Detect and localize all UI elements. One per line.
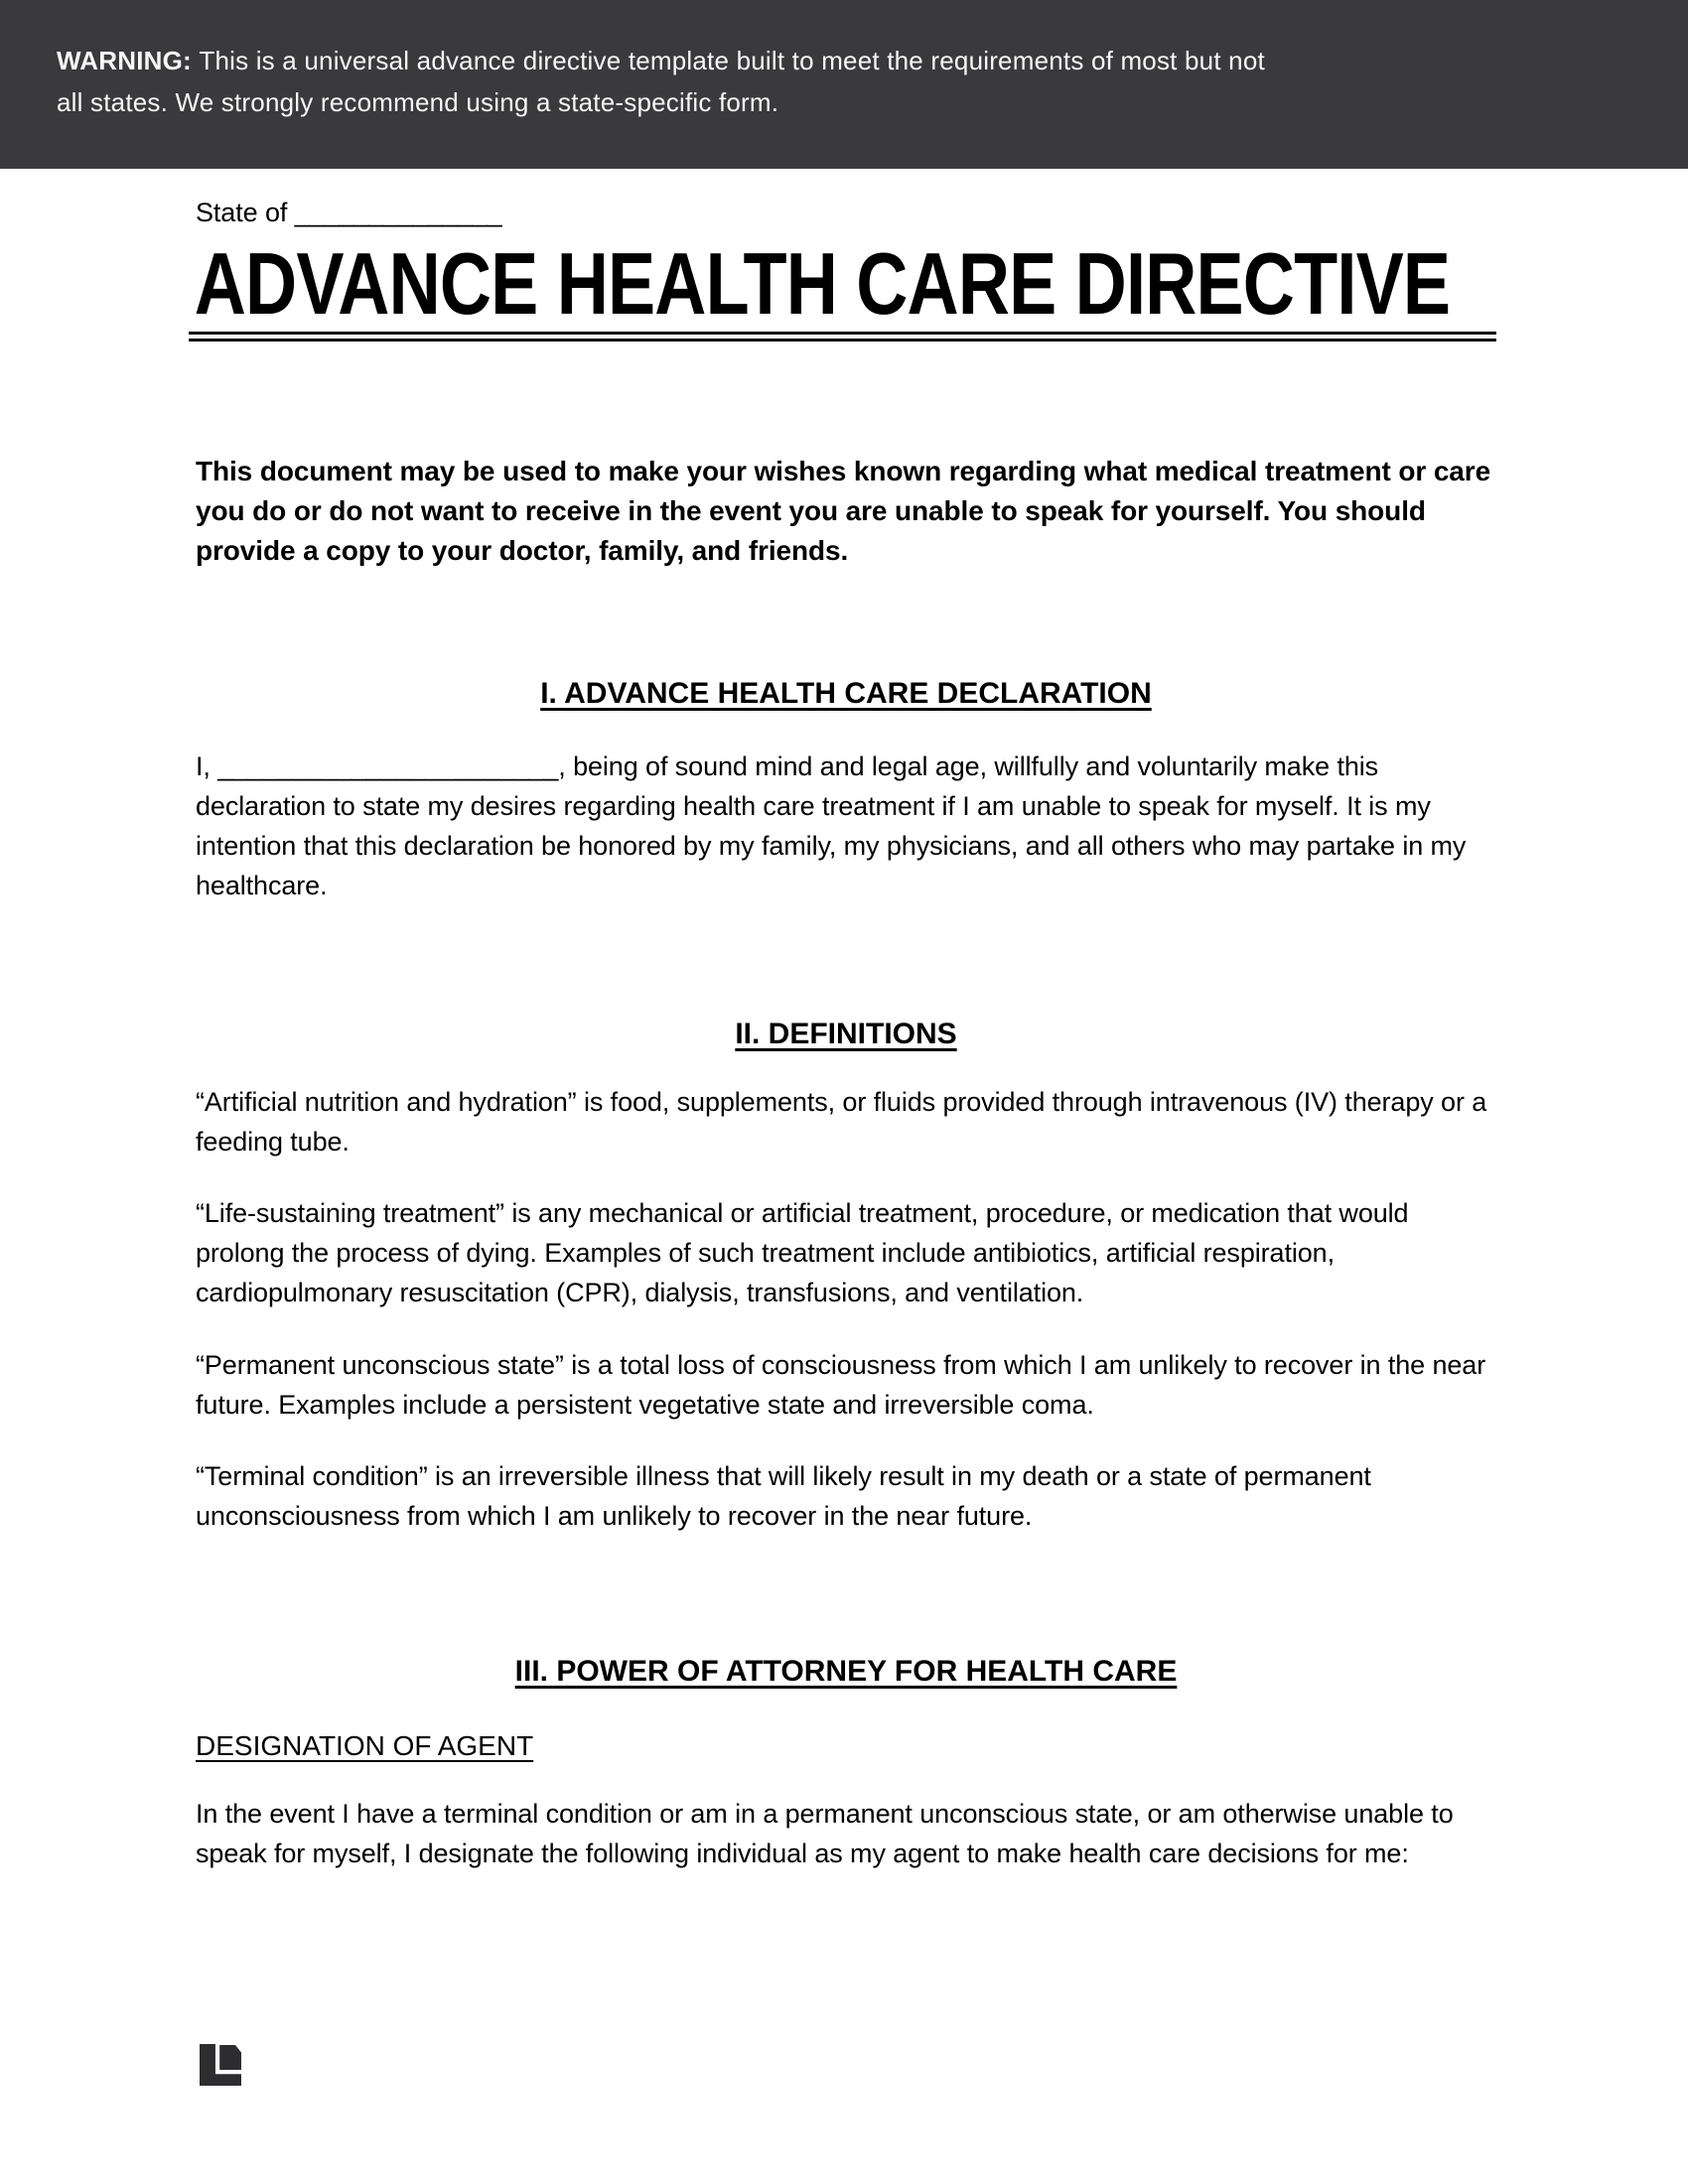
state-of-blank: ______________	[294, 198, 502, 227]
section-3-heading: III. POWER OF ATTORNEY FOR HEALTH CARE	[514, 1655, 1178, 1688]
warning-text	[57, 40, 1350, 123]
warning-line-1-text: This is a universal advance directive template built to meet the requirements of most but not	[199, 46, 1265, 75]
section-1-heading: I. ADVANCE HEALTH CARE DECLARATION	[540, 677, 1152, 710]
definition-life-sustaining: “Life-sustaining treatment” is any mechanical or artificial treatment, procedure, or medication that would prolong the process of dying. Examples of such treatment include antibiotics, artificial respiration, cardiopulmonary resuscitation (CPR), dialysis, transfusions, and ventilation.	[196, 1198, 1409, 1307]
state-of-label: State of	[196, 198, 288, 227]
declaration-paragraph: I, _______________________, being of sound mind and legal age, willfully and voluntarily make this declaration to state my desires regarding health care treatment if I am unable to speak for myself. It is my intention that this declaration be honored by my family, my physicians, and all others who may partake in my healthcare.	[196, 751, 1467, 900]
title-block	[189, 234, 1496, 341]
definition-terminal-condition: “Terminal condition” is an irreversible illness that will likely result in my death or a state of permanent unconsciousness from which I am unlikely to recover in the near future.	[196, 1461, 1371, 1531]
agent-designation-paragraph: In the event I have a terminal condition or am in a permanent unconscious state, or am otherwise unable to speak for myself, I designate the following individual as my agent to make health care decisions for me:	[196, 1799, 1454, 1868]
state-of-line	[196, 193, 1496, 232]
legal-templates-logo-icon	[200, 2044, 241, 2086]
warning-line-2: all states. We strongly recommend using a state-specific form.	[57, 87, 779, 117]
definition-artificial-nutrition: “Artificial nutrition and hydration” is food, supplements, or fluids provided through intravenous (IV) therapy or a feeding tube.	[196, 1087, 1487, 1157]
intro-paragraph: This document may be used to make your wishes known regarding what medical treatment or care you do or do not want to receive in the event you are unable to speak for yourself. You should provide a copy to your doctor, family, and friends.	[196, 456, 1491, 566]
definition-permanent-unconscious: “Permanent unconscious state” is a total loss of consciousness from which I am unlikely to recover in the near future. Examples include a persistent vegetative state and irreversible coma.	[196, 1350, 1486, 1420]
warning-line-1	[57, 40, 1350, 81]
section-2-heading: II. DEFINITIONS	[735, 1018, 957, 1050]
warning-banner	[0, 0, 1688, 169]
warning-label: WARNING:	[57, 46, 192, 75]
page-title: ADVANCE HEALTH CARE DIRECTIVE	[194, 234, 1451, 333]
designation-of-agent-subheading: DESIGNATION OF AGENT	[196, 1730, 534, 1761]
logo-folded-page-shape	[219, 2045, 241, 2071]
